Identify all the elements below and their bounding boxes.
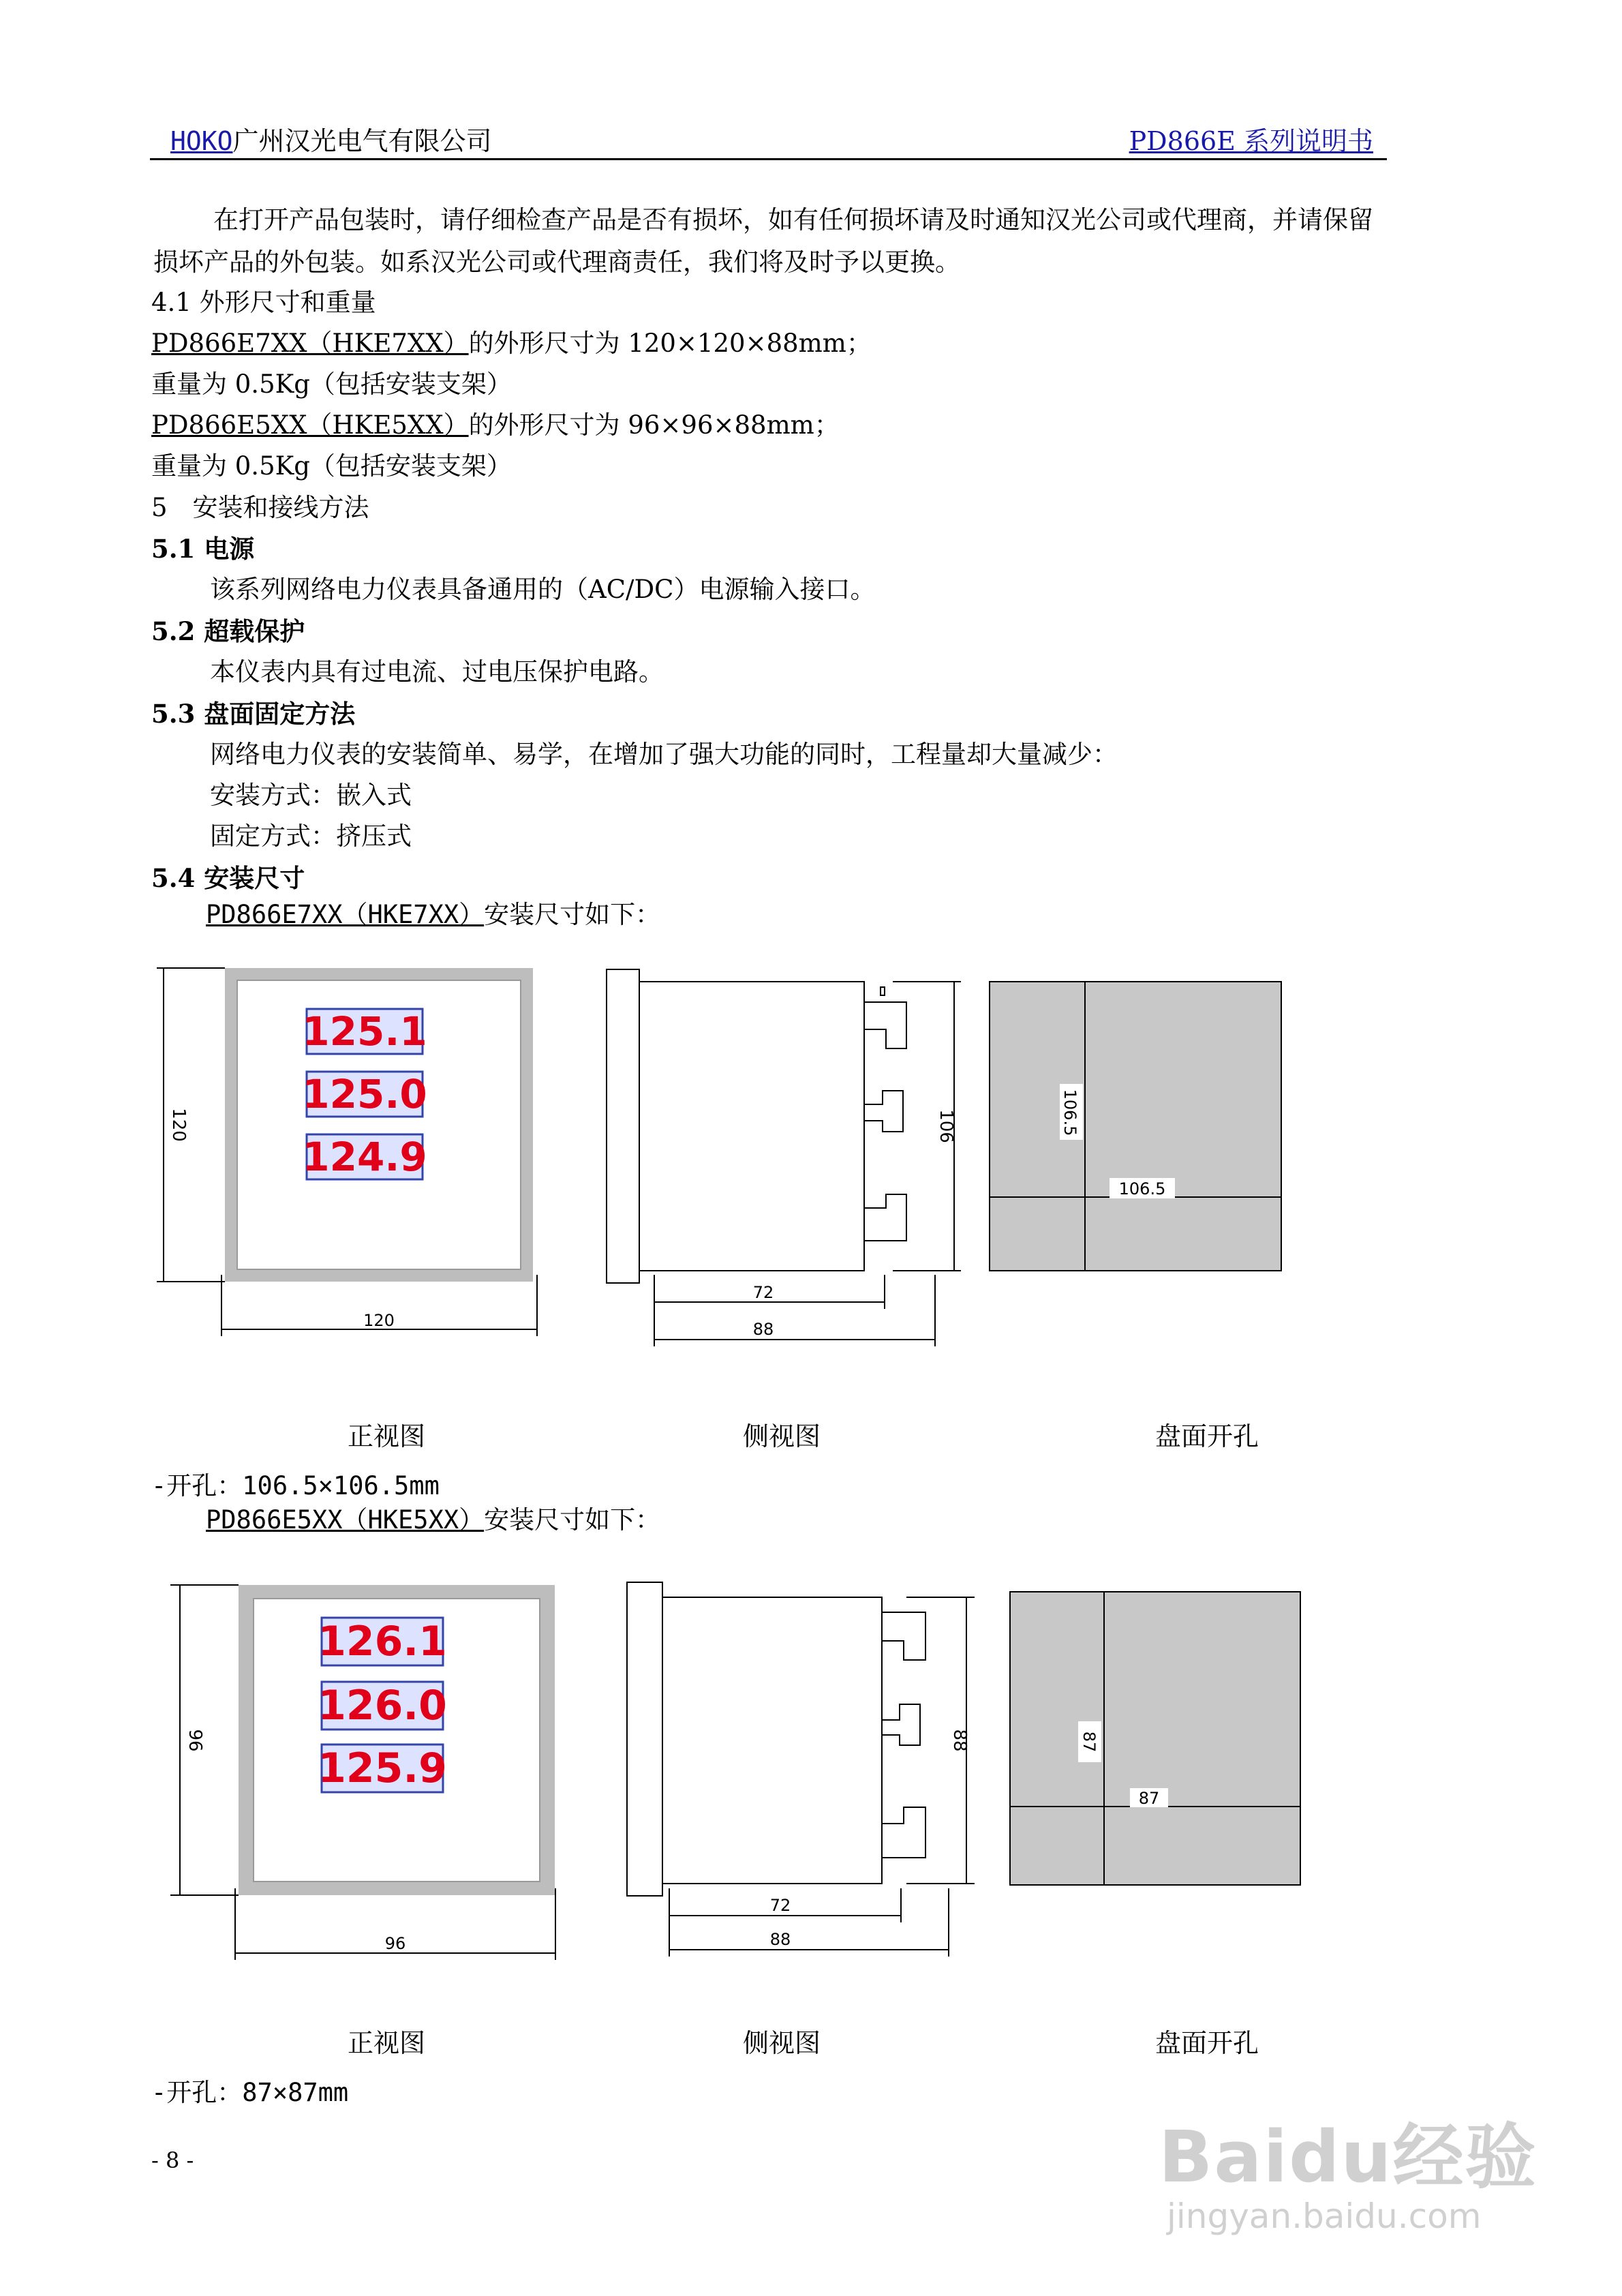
- display-1-value: 125.1: [302, 1008, 427, 1055]
- display-2-2: [318, 1682, 447, 1729]
- install-dims-model-1: [206, 894, 660, 935]
- front-width-label: 120: [363, 1311, 395, 1330]
- side-bezel-2: [627, 1582, 662, 1896]
- baidu-watermark-logo: Baidu经验: [1159, 2115, 1537, 2199]
- header-company: [170, 120, 492, 157]
- install-model-2-tail: 安装尺寸如下：: [484, 1505, 661, 1535]
- panel-cutout-2: [1010, 1592, 1300, 1885]
- display-2-value: 125.0: [302, 1071, 427, 1117]
- section-5-3-title: 5.3 盘面固定方法: [151, 699, 356, 729]
- page-header: [150, 116, 1387, 160]
- diagram-1: [150, 954, 1349, 1404]
- baidu-watermark-url: jingyan.baidu.com: [1167, 2196, 1482, 2236]
- display-3: [302, 1134, 427, 1180]
- display-2-2-value: 126.0: [318, 1682, 447, 1729]
- side-clips-2: [882, 1612, 925, 1858]
- section-5-2-text: 本仪表内具有过电流、过电压保护电路。: [210, 657, 664, 686]
- model-2-name: PD866E5XX（HKE5XX）: [151, 410, 469, 440]
- model-2-dims: [151, 405, 840, 446]
- panel-cutout: [990, 982, 1281, 1271]
- display-3-value: 124.9: [302, 1134, 427, 1180]
- caption-front-view-2: 正视图: [348, 2028, 426, 2058]
- display-2: [302, 1071, 427, 1117]
- side-clips: [864, 1002, 906, 1241]
- mount-method: 安装方式：嵌入式: [210, 781, 412, 810]
- model-2-weight: 重量为 0.5Kg（包括安装支架）: [151, 451, 512, 481]
- display-2-1-value: 126.1: [318, 1618, 447, 1665]
- front-height-label-2: 96: [185, 1729, 205, 1752]
- section-4-1-title: 4.1 外形尺寸和重量: [151, 288, 376, 317]
- cutout-width-label: 106.5: [1118, 1179, 1166, 1198]
- cutout-note-2: -开孔：87×87mm: [151, 2078, 349, 2107]
- section-5-title: 5 安装和接线方法: [151, 493, 369, 522]
- cutout-note-1: -开孔：106.5×106.5mm: [151, 1471, 440, 1500]
- caption-side-view-1: 侧视图: [743, 1421, 821, 1451]
- section-5-1-text: 该系列网络电力仪表具备通用的（AC/DC）电源输入接口。: [210, 575, 876, 604]
- display-2-1: [318, 1618, 447, 1665]
- model-1-weight: 重量为 0.5Kg（包括安装支架）: [151, 369, 512, 399]
- section-5-3-text: 网络电力仪表的安装简单、易学，在增加了强大功能的同时，工程量却大量减少：: [210, 740, 1118, 769]
- brand-name: HOKO: [170, 126, 233, 156]
- side-depth-88-label: 88: [752, 1320, 774, 1339]
- install-model-2-name: PD866E5XX（HKE5XX）: [206, 1505, 485, 1535]
- header-doc-title: PD866E 系列说明书: [1129, 126, 1373, 156]
- cutout-height-label: 106.5: [1060, 1089, 1080, 1136]
- model-1-name: PD866E7XX（HKE7XX）: [151, 329, 469, 358]
- side-body-2: [662, 1597, 882, 1884]
- side-height-label-2: 88: [949, 1729, 970, 1752]
- section-5-4-title: 5.4 安装尺寸: [151, 863, 305, 893]
- section-5-2-title: 5.2 超载保护: [151, 616, 305, 646]
- front-height-label: 120: [168, 1108, 189, 1142]
- install-dims-model-2: [206, 1500, 660, 1541]
- caption-cutout-1: 盘面开孔: [1155, 1421, 1259, 1451]
- cutout-height-label-2: 87: [1080, 1731, 1099, 1753]
- caption-front-view-1: 正视图: [348, 1421, 426, 1451]
- company-name: 广州汉光电气有限公司: [232, 126, 492, 156]
- side-bezel: [607, 969, 639, 1283]
- display-1: [302, 1008, 427, 1055]
- page-number: - 8 -: [151, 2147, 194, 2173]
- fix-method: 固定方式：挤压式: [210, 821, 412, 851]
- diagram-2: [150, 1565, 1349, 2001]
- model-1-dims-text: 的外形尺寸为 120×120×88mm；: [468, 329, 872, 358]
- cutout-width-label-2: 87: [1138, 1789, 1160, 1808]
- model-2-dims-text: 的外形尺寸为 96×96×88mm；: [468, 410, 840, 440]
- side-depth-88-label-2: 88: [769, 1930, 791, 1949]
- model-1-dims: [151, 323, 872, 364]
- install-model-1-tail: 安装尺寸如下：: [484, 900, 661, 929]
- caption-side-view-2: 侧视图: [743, 2028, 821, 2058]
- install-model-1-name: PD866E7XX（HKE7XX）: [206, 900, 485, 929]
- display-2-3: [318, 1744, 447, 1792]
- side-body: [639, 982, 864, 1271]
- side-depth-72-label: 72: [752, 1283, 774, 1302]
- front-width-label-2: 96: [384, 1934, 406, 1953]
- side-depth-72-label-2: 72: [769, 1896, 791, 1915]
- caption-cutout-2: 盘面开孔: [1155, 2028, 1259, 2058]
- display-2-3-value: 125.9: [318, 1744, 447, 1792]
- section-5-1-title: 5.1 电源: [151, 534, 255, 564]
- intro-paragraph: 在打开产品包装时，请仔细检查产品是否有损坏，如有任何损坏请及时通知汉光公司或代理商，并请保留损坏产品的外包装。如系汉光公司或代理商责任，我们将及时予以更换。: [153, 205, 1373, 277]
- side-height-label: 106: [936, 1109, 956, 1143]
